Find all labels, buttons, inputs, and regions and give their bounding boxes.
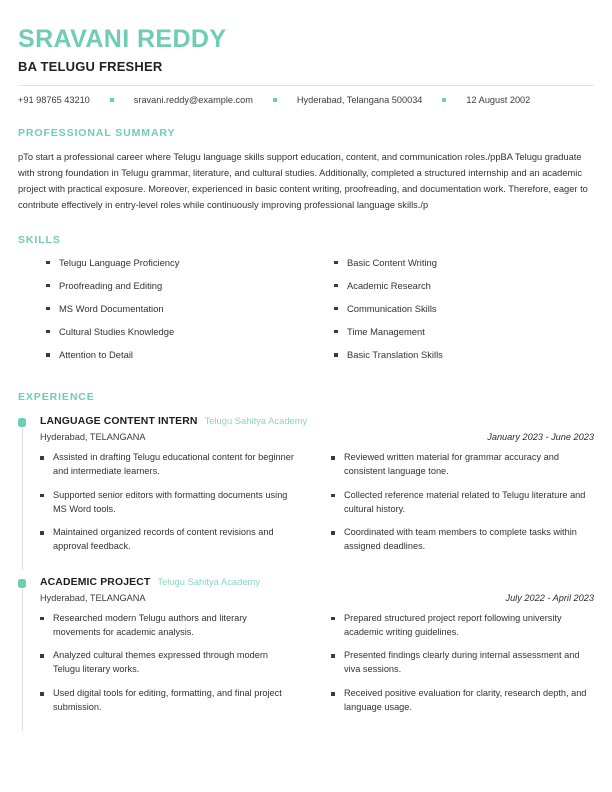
experience-company: Telugu Sahitya Academy	[204, 415, 308, 427]
section-heading-skills: SKILLS	[18, 233, 61, 246]
list-item: Received positive evaluation for clarity, research depth, and language usage.	[331, 687, 588, 715]
list-item: Assisted in drafting Telugu educational content for beginner and intermediate learners.	[40, 451, 295, 479]
candidate-job-title: BA TELUGU FRESHER	[18, 58, 163, 74]
list-item: Prepared structured project report following university academic writing guidelines.	[331, 612, 588, 640]
list-item: Presented findings clearly during internal assessment and viva sessions.	[331, 649, 588, 677]
experience-bullets-left	[40, 451, 317, 564]
list-item: Supported senior editors with formatting documents using MS Word tools.	[40, 489, 295, 517]
experience-company: Telugu Sahitya Academy	[157, 575, 261, 587]
timeline-line	[22, 589, 23, 731]
list-item: Proofreading and Editing	[46, 279, 306, 293]
section-skills	[18, 234, 594, 372]
experience-bullets-right	[317, 612, 594, 725]
list-item: Cultural Studies Knowledge	[46, 325, 306, 339]
experience-entry	[18, 576, 594, 725]
list-item: Reviewed written material for grammar accuracy and consistent language tone.	[331, 451, 588, 479]
contact-row	[18, 95, 594, 107]
list-item: Time Management	[334, 325, 594, 339]
experience-title-line	[40, 415, 594, 427]
resume-header	[18, 26, 594, 107]
list-item: Academic Research	[334, 279, 594, 293]
experience-subline	[40, 593, 594, 603]
experience-role: ACADEMIC PROJECT	[40, 576, 151, 588]
contact-phone: +91 98765 43210	[18, 94, 90, 105]
section-professional-summary	[18, 127, 594, 214]
experience-bullets	[40, 451, 594, 564]
section-heading-summary: PROFESSIONAL SUMMARY	[18, 126, 176, 139]
skills-column-right	[306, 256, 594, 372]
experience-entry	[18, 415, 594, 564]
timeline-dot-icon	[18, 579, 26, 588]
experience-location: Hyderabad, TELANGANA	[40, 592, 146, 603]
list-item: Researched modern Telugu authors and literary movements for academic analysis.	[40, 612, 295, 640]
experience-dates: July 2022 - April 2023	[505, 592, 594, 603]
list-item: Coordinated with team members to complete tasks within assigned deadlines.	[331, 526, 588, 554]
summary-paragraph: pTo start a professional career where Telugu language skills support education, content, and communication roles./ppBA Telugu graduate with strong foundation in Telugu grammar, literature, and cultural studies. Additionally, completed a structured internship and an academic project with practical exposure. Moreover, experienced in basic content writing, proofreading, and documentation work. Therefore, eager to contribute effectively in entry-level roles while continuously improving professional language skills./p	[18, 151, 588, 211]
list-item: MS Word Documentation	[46, 302, 306, 316]
timeline-line	[22, 428, 23, 570]
experience-bullets-right	[317, 451, 594, 564]
timeline-dot-icon	[18, 418, 26, 427]
skills-columns	[18, 256, 594, 372]
separator-dot-icon	[273, 98, 277, 102]
skills-column-left	[18, 256, 306, 372]
list-item: Used digital tools for editing, formatting, and final project submission.	[40, 687, 295, 715]
experience-bullets	[40, 612, 594, 725]
list-item: Communication Skills	[334, 302, 594, 316]
list-item: Telugu Language Proficiency	[46, 256, 306, 270]
experience-location: Hyderabad, TELANGANA	[40, 432, 146, 443]
candidate-name: SRAVANI REDDY	[18, 25, 227, 53]
list-item: Collected reference material related to Telugu literature and cultural history.	[331, 489, 588, 517]
experience-bullets-left	[40, 612, 317, 725]
list-item: Attention to Detail	[46, 348, 306, 362]
list-item: Basic Content Writing	[334, 256, 594, 270]
section-heading-experience: EXPERIENCE	[18, 391, 95, 404]
separator-dot-icon	[110, 98, 114, 102]
list-item: Basic Translation Skills	[334, 348, 594, 362]
contact-location: Hyderabad, Telangana 500034	[296, 94, 423, 105]
experience-title-line	[40, 576, 594, 588]
experience-subline	[40, 432, 594, 442]
contact-date-of-birth: 12 August 2002	[466, 94, 531, 105]
separator-dot-icon	[442, 98, 446, 102]
header-divider	[18, 85, 594, 86]
section-experience	[18, 391, 594, 725]
contact-email[interactable]: sravani.reddy@example.com	[133, 94, 253, 105]
experience-role: LANGUAGE CONTENT INTERN	[40, 416, 198, 428]
experience-dates: January 2023 - June 2023	[487, 432, 594, 443]
list-item: Maintained organized records of content revisions and approval feedback.	[40, 526, 295, 554]
list-item: Analyzed cultural themes expressed through modern Telugu literary works.	[40, 649, 295, 677]
